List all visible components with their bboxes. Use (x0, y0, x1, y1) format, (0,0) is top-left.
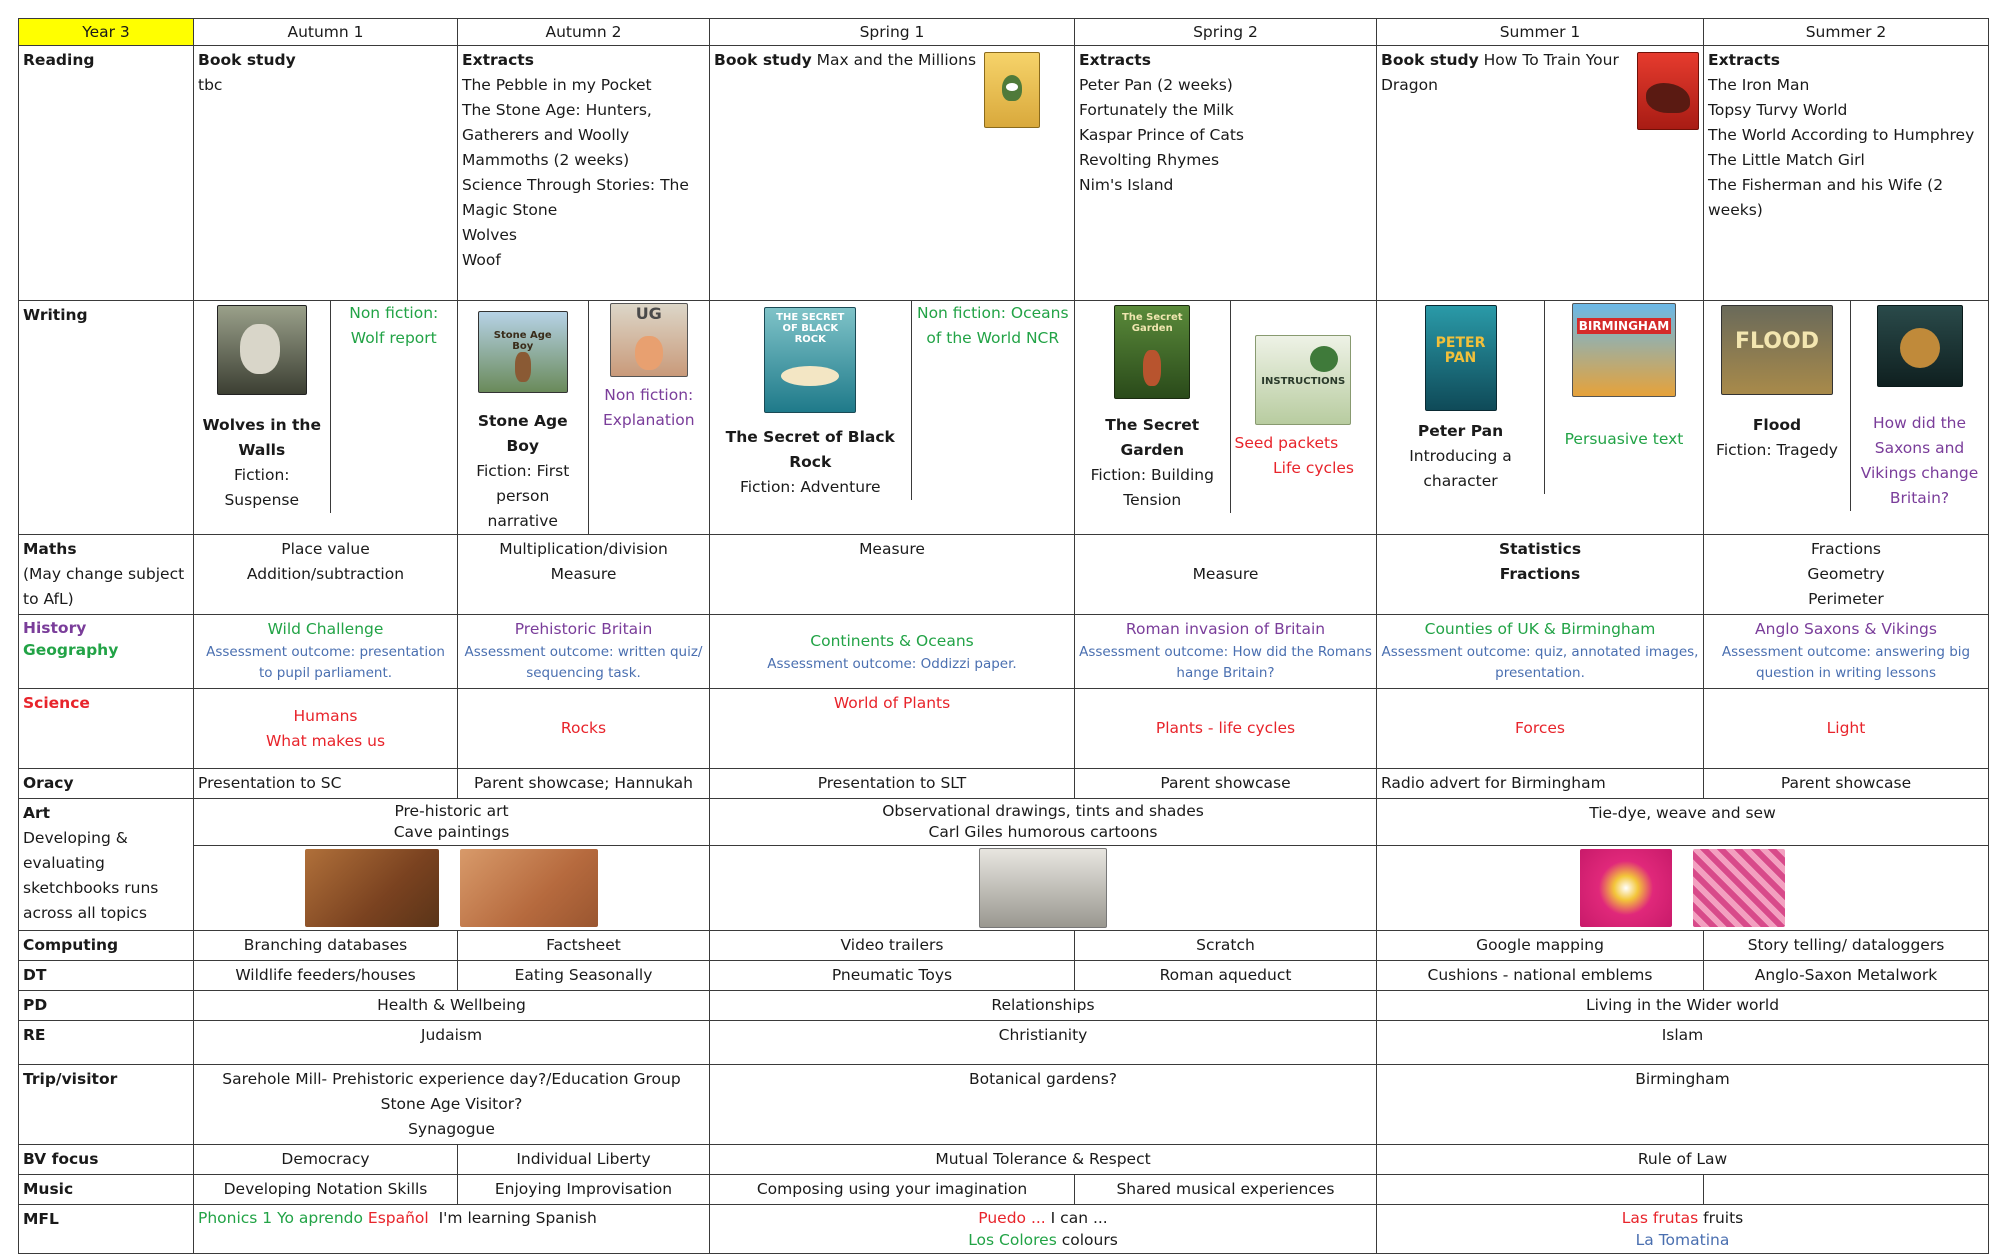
pd-autumn: Health & Wellbeing (194, 991, 710, 1021)
maths-summer2: Fractions Geometry Perimeter (1704, 535, 1989, 615)
bv-autumn1: Democracy (194, 1145, 458, 1175)
re-summer: Islam (1377, 1021, 1989, 1065)
row-label-writing: Writing (19, 301, 194, 535)
book-cover-image: THE SECRET OF BLACK ROCK (764, 307, 856, 413)
reading-heading: Extracts (1708, 51, 1780, 69)
reading-text: Max and the Millions (816, 51, 977, 69)
term-autumn2: Autumn 2 (458, 19, 710, 46)
writing-summer2 (1704, 301, 1989, 535)
pd-spring: Relationships (710, 991, 1377, 1021)
curriculum-map (18, 18, 1988, 1254)
reading-text: tbc (198, 76, 223, 94)
tie-dye-image (1693, 849, 1785, 927)
reading-heading: Book study (198, 51, 296, 69)
reading-spring2 (1075, 46, 1377, 301)
science-spring1: World of Plants (710, 689, 1075, 769)
pd-row (19, 991, 1989, 1021)
oracy-autumn1: Presentation to SC (194, 769, 458, 799)
oracy-autumn2: Parent showcase; Hannukah (458, 769, 710, 799)
re-row (19, 1021, 1989, 1065)
oracy-summer2: Parent showcase (1704, 769, 1989, 799)
art-spring: Observational drawings, tints and shades Carl Giles humorous cartoons (710, 799, 1377, 846)
row-label-computing: Computing (19, 931, 194, 961)
mfl-summer: Las frutas fruits La Tomatina (1377, 1205, 1989, 1254)
dt-spring2: Roman aqueduct (1075, 961, 1377, 991)
row-label-trip: Trip/visitor (19, 1065, 194, 1145)
writing-genre: Fiction: Building Tension (1090, 466, 1214, 509)
book-cover-image (1637, 52, 1699, 130)
computing-row (19, 931, 1989, 961)
row-label-music: Music (19, 1175, 194, 1205)
row-label-humanities: History Geography (19, 615, 194, 689)
reading-heading: Extracts (1079, 51, 1151, 69)
list-item: The Fisherman and his Wife (2 weeks) (1708, 176, 1944, 219)
tie-dye-image (1580, 849, 1672, 927)
oracy-spring2: Parent showcase (1075, 769, 1377, 799)
writing-title: Peter Pan (1417, 422, 1504, 440)
science-autumn1: Humans What makes us (194, 689, 458, 769)
dt-spring1: Pneumatic Toys (710, 961, 1075, 991)
trip-spring: Botanical gardens? (710, 1065, 1377, 1145)
art-summer-images (1377, 846, 1989, 931)
art-images-row (19, 846, 1989, 931)
list-item: Topsy Turvy World (1708, 101, 1848, 119)
writing-title: Flood (1752, 416, 1802, 434)
list-item: The Stone Age: Hunters, Gatherers and Woolly Mammoths (2 weeks) (462, 101, 652, 169)
writing-title: The Secret Garden (1105, 416, 1200, 459)
writing-nonfiction: Non fiction: Wolf report (349, 304, 439, 347)
list-item: The Iron Man (1708, 76, 1810, 94)
dt-autumn1: Wildlife feeders/houses (194, 961, 458, 991)
music-row (19, 1175, 1989, 1205)
cave-painting-image (460, 849, 598, 927)
book-cover-image (984, 52, 1040, 128)
humanities-spring2: Roman invasion of Britain Assessment outcome: How did the Romans hange Britain? (1075, 615, 1377, 689)
maths-spring2: Measure (1075, 535, 1377, 615)
writing-genre: Fiction: Tragedy (1716, 441, 1838, 459)
science-row (19, 689, 1989, 769)
music-spring1: Composing using your imagination (710, 1175, 1075, 1205)
book-cover-image: BIRMINGHAM (1572, 303, 1676, 397)
writing-title: The Secret of Black Rock (725, 428, 895, 471)
maths-spring1: Measure (710, 535, 1075, 615)
music-summer1 (1377, 1175, 1704, 1205)
art-row (19, 799, 1989, 846)
dt-summer1: Cushions - national emblems (1377, 961, 1704, 991)
pd-summer: Living in the Wider world (1377, 991, 1989, 1021)
reading-autumn2 (458, 46, 710, 301)
humanities-autumn2: Prehistoric Britain Assessment outcome: written quiz/ sequencing task. (458, 615, 710, 689)
book-cover-image (217, 305, 307, 395)
sketch-image (979, 848, 1107, 928)
list-item: The World According to Humphrey (1708, 126, 1975, 144)
list-item: Wolves (462, 226, 517, 244)
book-cover-image: UG (610, 303, 688, 377)
writing-nonfiction: Non fiction: Explanation (602, 386, 695, 429)
row-label-mfl: MFL (19, 1205, 194, 1254)
row-label-re: RE (19, 1021, 194, 1065)
bv-autumn2: Individual Liberty (458, 1145, 710, 1175)
term-summer2: Summer 2 (1704, 19, 1989, 46)
maths-summer1: Statistics Fractions (1377, 535, 1704, 615)
writing-row (19, 301, 1989, 535)
reading-summer1 (1377, 46, 1704, 301)
writing-title: Stone Age Boy (477, 412, 568, 455)
humanities-spring1: Continents & Oceans Assessment outcome: Oddizzi paper. (710, 615, 1075, 689)
maths-row (19, 535, 1989, 615)
humanities-autumn1: Wild Challenge Assessment outcome: presentation to pupil parliament. (194, 615, 458, 689)
row-label-pd: PD (19, 991, 194, 1021)
writing-autumn1 (194, 301, 458, 535)
writing-genre: Fiction: First person narrative (476, 462, 570, 530)
bv-row (19, 1145, 1989, 1175)
trip-row (19, 1065, 1989, 1145)
term-spring1: Spring 1 (710, 19, 1075, 46)
list-item: Peter Pan (2 weeks) (1079, 76, 1233, 94)
list-item: The Pebble in my Pocket (462, 76, 652, 94)
computing-spring1: Video trailers (710, 931, 1075, 961)
oracy-row (19, 769, 1989, 799)
writing-genre: Fiction: Adventure (739, 478, 881, 496)
computing-autumn1: Branching databases (194, 931, 458, 961)
bv-summer: Rule of Law (1377, 1145, 1989, 1175)
reading-autumn1 (194, 46, 458, 301)
dt-autumn2: Eating Seasonally (458, 961, 710, 991)
reading-row (19, 46, 1989, 301)
mfl-autumn: Phonics 1 Yo aprendo Español I'm learning Spanish (194, 1205, 710, 1254)
book-cover-image (1877, 305, 1963, 387)
term-summer1: Summer 1 (1377, 19, 1704, 46)
science-summer1: Forces (1377, 689, 1704, 769)
writing-nonfiction: Life cycles (1273, 459, 1354, 477)
list-item: Fortunately the Milk (1079, 101, 1234, 119)
dt-summer2: Anglo-Saxon Metalwork (1704, 961, 1989, 991)
writing-nonfiction: Seed packets (1234, 434, 1339, 452)
writing-spring1 (710, 301, 1075, 535)
list-item: Revolting Rhymes (1079, 151, 1220, 169)
book-cover-image: The Secret Garden (1114, 305, 1190, 399)
cave-painting-image (305, 849, 439, 927)
list-item: Kaspar Prince of Cats (1079, 126, 1245, 144)
dt-row (19, 961, 1989, 991)
reading-heading: Book study (714, 51, 812, 69)
writing-nonfiction: Non fiction: Oceans of the World NCR (916, 304, 1069, 347)
computing-autumn2: Factsheet (458, 931, 710, 961)
maths-autumn1: Place value Addition/subtraction (194, 535, 458, 615)
humanities-row (19, 615, 1989, 689)
list-item: Nim's Island (1079, 176, 1174, 194)
science-spring2: Plants - life cycles (1075, 689, 1377, 769)
book-cover-image: INSTRUCTIONS (1255, 335, 1351, 425)
oracy-spring1: Presentation to SLT (710, 769, 1075, 799)
book-cover-image: PETER PAN (1425, 305, 1497, 411)
writing-genre: Fiction: Suspense (224, 466, 300, 509)
writing-genre: Introducing a character (1409, 447, 1512, 490)
writing-nonfiction: Persuasive text (1564, 430, 1684, 448)
music-summer2 (1704, 1175, 1989, 1205)
writing-autumn2 (458, 301, 710, 535)
term-autumn1: Autumn 1 (194, 19, 458, 46)
list-item: The Little Match Girl (1708, 151, 1865, 169)
music-autumn1: Developing Notation Skills (194, 1175, 458, 1205)
row-label-reading: Reading (19, 46, 194, 301)
art-summer: Tie-dye, weave and sew (1377, 799, 1989, 846)
trip-summer: Birmingham (1377, 1065, 1989, 1145)
music-spring2: Shared musical experiences (1075, 1175, 1377, 1205)
reading-heading: Book study (1381, 51, 1479, 69)
computing-summer2: Story telling/ dataloggers (1704, 931, 1989, 961)
trip-autumn: Sarehole Mill- Prehistoric experience day?/Education Group Stone Age Visitor? Synagogue (194, 1065, 710, 1145)
reading-spring1 (710, 46, 1075, 301)
row-label-art: Art Developing & evaluating sketchbooks runs across all topics (19, 799, 194, 931)
year-cell: Year 3 (19, 19, 194, 46)
book-cover-image: Stone Age Boy (478, 311, 568, 393)
reading-heading: Extracts (462, 51, 534, 69)
bv-spring: Mutual Tolerance & Respect (710, 1145, 1377, 1175)
header-row (19, 19, 1989, 46)
term-spring2: Spring 2 (1075, 19, 1377, 46)
re-spring: Christianity (710, 1021, 1377, 1065)
row-label-maths: Maths (May change subject to AfL) (19, 535, 194, 615)
art-autumn-images (194, 846, 710, 931)
reading-summer2 (1704, 46, 1989, 301)
mfl-spring: Puedo ... I can ... Los Colores colours (710, 1205, 1377, 1254)
book-cover-image: FLOOD (1721, 305, 1833, 395)
list-item: Woof (462, 251, 501, 269)
row-label-dt: DT (19, 961, 194, 991)
reading-text: How To Train Your Dragon (1381, 51, 1619, 94)
computing-spring2: Scratch (1075, 931, 1377, 961)
music-autumn2: Enjoying Improvisation (458, 1175, 710, 1205)
list-item: Science Through Stories: The Magic Stone (462, 176, 689, 219)
mfl-row (19, 1205, 1989, 1254)
humanities-summer2: Anglo Saxons & Vikings Assessment outcome: answering big question in writing lessons (1704, 615, 1989, 689)
humanities-summer1: Counties of UK & Birmingham Assessment outcome: quiz, annotated images, presentation. (1377, 615, 1704, 689)
row-label-bv: BV focus (19, 1145, 194, 1175)
oracy-summer1: Radio advert for Birmingham (1377, 769, 1704, 799)
writing-summer1 (1377, 301, 1704, 535)
writing-title: Wolves in the Walls (202, 416, 321, 459)
row-label-oracy: Oracy (19, 769, 194, 799)
maths-autumn2: Multiplication/division Measure (458, 535, 710, 615)
writing-spring2 (1075, 301, 1377, 535)
art-spring-images (710, 846, 1377, 931)
art-autumn: Pre-historic art Cave paintings (194, 799, 710, 846)
curriculum-table (18, 18, 1989, 1254)
science-summer2: Light (1704, 689, 1989, 769)
row-label-science: Science (19, 689, 194, 769)
re-autumn: Judaism (194, 1021, 710, 1065)
computing-summer1: Google mapping (1377, 931, 1704, 961)
writing-nonfiction: How did the Saxons and Vikings change Britain? (1860, 414, 1979, 507)
science-autumn2: Rocks (458, 689, 710, 769)
